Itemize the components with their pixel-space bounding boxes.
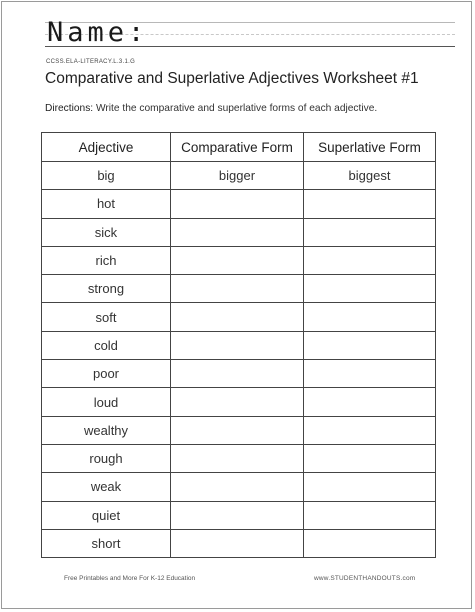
adjective-cell: hot — [42, 190, 171, 218]
table-row — [42, 218, 436, 246]
table-header-row — [42, 133, 436, 162]
directions — [45, 103, 377, 114]
table-row — [42, 190, 436, 218]
adjective-cell: short — [42, 529, 171, 557]
superlative-answer-cell[interactable] — [304, 360, 436, 388]
superlative-answer-cell[interactable] — [304, 218, 436, 246]
comparative-answer-cell[interactable] — [171, 246, 304, 274]
adjective-cell: rough — [42, 444, 171, 472]
table-row — [42, 331, 436, 359]
adjective-cell: wealthy — [42, 416, 171, 444]
directions-label: Directions: — [45, 103, 94, 114]
superlative-answer-cell[interactable] — [304, 190, 436, 218]
comparative-answer-cell[interactable] — [171, 275, 304, 303]
adjective-cell: poor — [42, 360, 171, 388]
adjective-cell: rich — [42, 246, 171, 274]
table-row — [42, 360, 436, 388]
standard-code: CCSS.ELA-LITERACY.L.3.1.G — [46, 59, 136, 65]
superlative-answer-cell[interactable] — [304, 303, 436, 331]
adjective-cell: loud — [42, 388, 171, 416]
superlative-answer-cell[interactable] — [304, 388, 436, 416]
comparative-answer-cell[interactable] — [171, 360, 304, 388]
table-row — [42, 303, 436, 331]
comparative-answer-cell[interactable] — [171, 190, 304, 218]
table-row — [42, 275, 436, 303]
adjective-cell: quiet — [42, 501, 171, 529]
table-row — [42, 246, 436, 274]
footer-url[interactable]: www.STUDENTHANDOUTS.com — [314, 575, 416, 582]
comparative-answer-cell[interactable] — [171, 529, 304, 557]
header-comparative: Comparative Form — [171, 133, 304, 162]
adjective-cell: cold — [42, 331, 171, 359]
superlative-answer-cell[interactable] — [304, 444, 436, 472]
superlative-answer-cell[interactable] — [304, 331, 436, 359]
table-row — [42, 501, 436, 529]
adjective-cell: big — [42, 162, 171, 190]
directions-text: Write the comparative and superlative forms of each adjective. — [93, 103, 378, 114]
comparative-answer-cell[interactable] — [171, 444, 304, 472]
header-adjective: Adjective — [42, 133, 171, 162]
adjectives-table — [41, 132, 436, 558]
footer-tagline: Free Printables and More For K-12 Education — [64, 575, 196, 582]
comparative-answer-cell[interactable] — [171, 388, 304, 416]
comparative-answer-cell[interactable]: bigger — [171, 162, 304, 190]
superlative-answer-cell[interactable] — [304, 501, 436, 529]
adjective-cell: sick — [42, 218, 171, 246]
superlative-answer-cell[interactable] — [304, 529, 436, 557]
table-row — [42, 473, 436, 501]
name-line[interactable] — [45, 14, 455, 54]
comparative-answer-cell[interactable] — [171, 501, 304, 529]
comparative-answer-cell[interactable] — [171, 416, 304, 444]
worksheet-title: Comparative and Superlative Adjectives Worksheet #1 — [45, 70, 419, 87]
header-superlative: Superlative Form — [304, 133, 436, 162]
table-row — [42, 529, 436, 557]
adjective-cell: soft — [42, 303, 171, 331]
adjective-cell: strong — [42, 275, 171, 303]
table-row — [42, 444, 436, 472]
comparative-answer-cell[interactable] — [171, 331, 304, 359]
name-label: Name: — [47, 17, 149, 48]
table-body — [42, 162, 436, 558]
superlative-answer-cell[interactable]: biggest — [304, 162, 436, 190]
table-row — [42, 416, 436, 444]
superlative-answer-cell[interactable] — [304, 246, 436, 274]
comparative-answer-cell[interactable] — [171, 473, 304, 501]
adjective-cell: weak — [42, 473, 171, 501]
comparative-answer-cell[interactable] — [171, 303, 304, 331]
superlative-answer-cell[interactable] — [304, 473, 436, 501]
table-row — [42, 388, 436, 416]
superlative-answer-cell[interactable] — [304, 275, 436, 303]
comparative-answer-cell[interactable] — [171, 218, 304, 246]
superlative-answer-cell[interactable] — [304, 416, 436, 444]
table-row — [42, 162, 436, 190]
